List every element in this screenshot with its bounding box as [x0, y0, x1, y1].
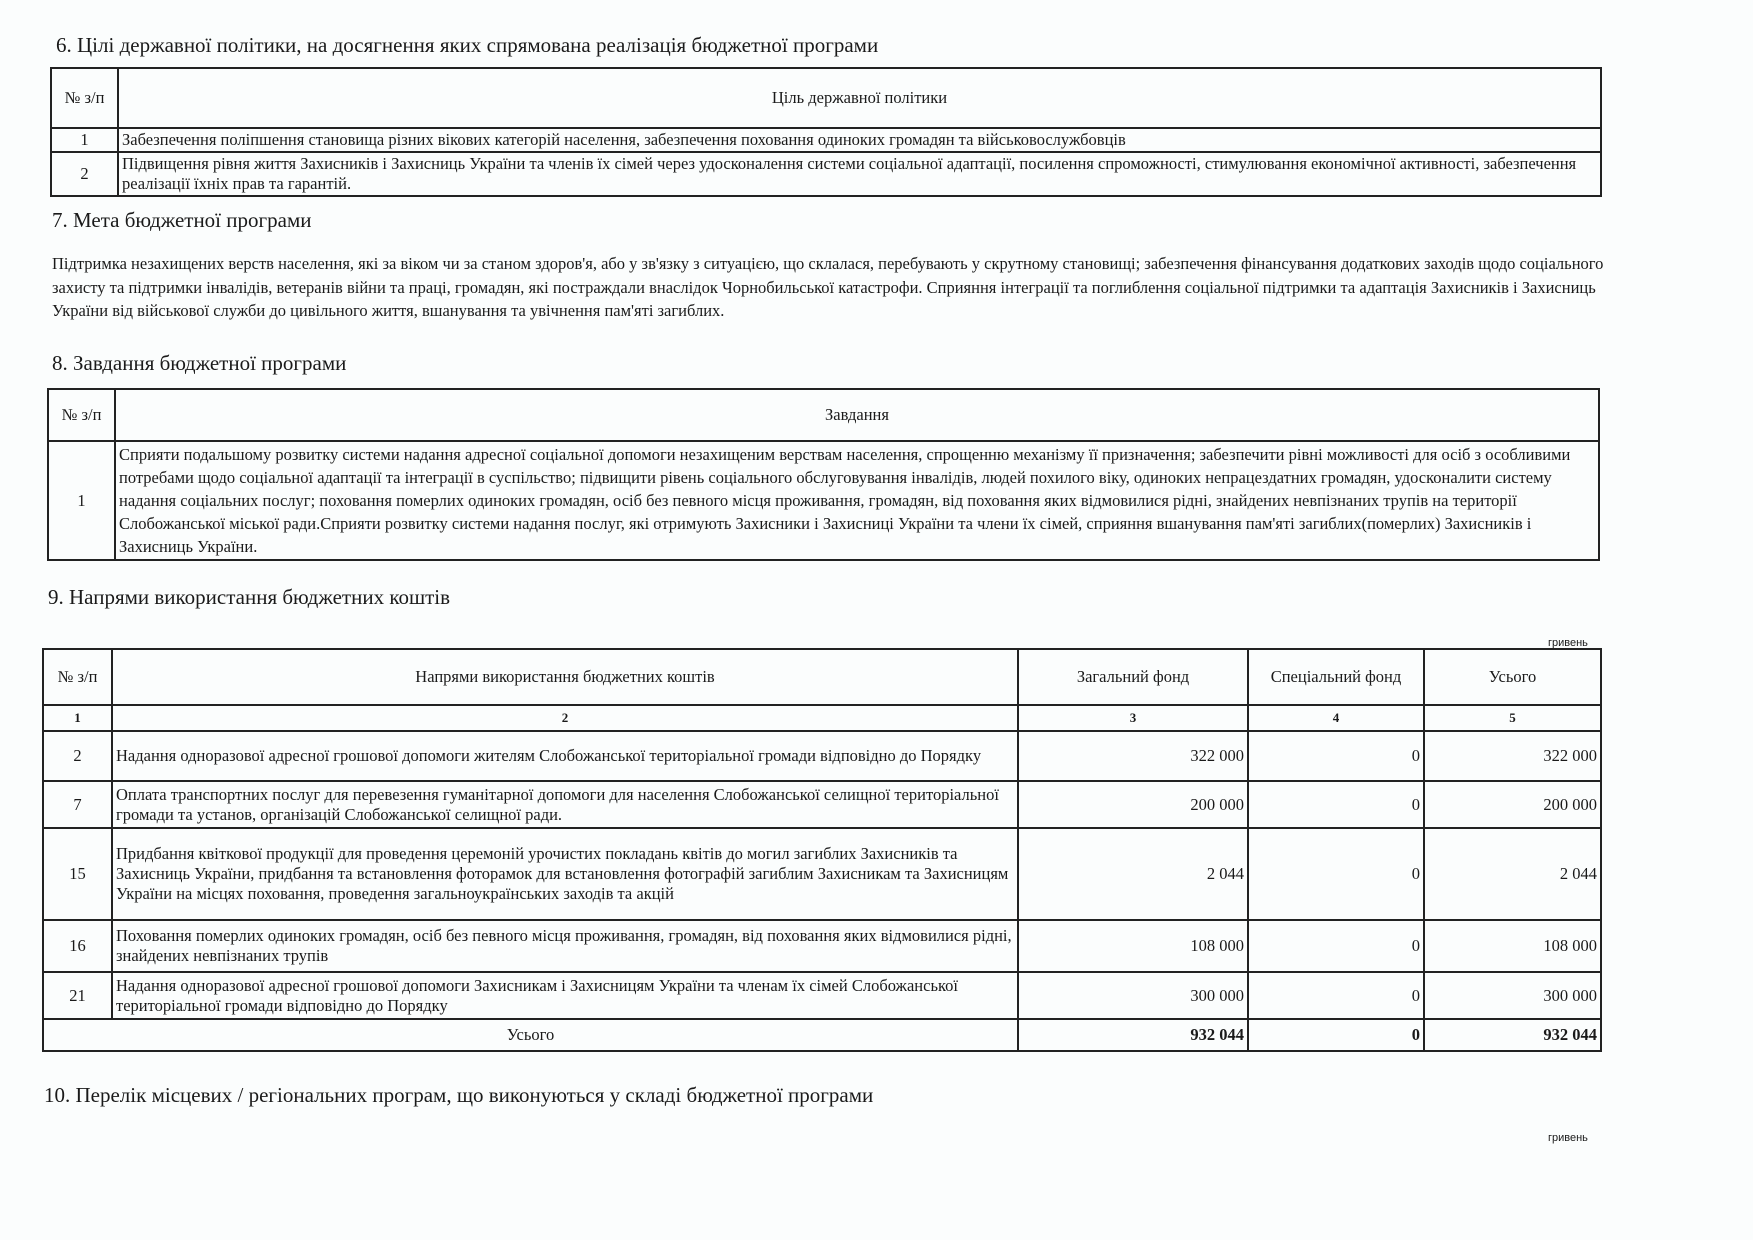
row-text: Надання одноразової адресної грошової допомоги Захисникам і Захисницям України та членам їх сімей Слобожанської територіальної громади відповідно до Порядку	[112, 972, 1018, 1019]
section-8-title: 8. Завдання бюджетної програми	[52, 351, 347, 375]
row-text: Придбання квіткової продукції для проведення церемоній урочистих покладань квітів до могил загиблих Захисників та Захисниць України, придбання та встановлення фоторамок для встановлення фотографій загиблим Захисникам та Захисницям України на місцях поховання, проведення загальноукраїнських заходів та акцій	[112, 828, 1018, 920]
total-value: 200 000	[1424, 781, 1601, 828]
table-row	[51, 128, 1601, 152]
general-fund-value: 322 000	[1018, 731, 1248, 781]
special-fund-total: 0	[1248, 1019, 1424, 1051]
header-number: № з/п	[51, 68, 118, 128]
table-row	[43, 972, 1601, 1019]
total-value: 108 000	[1424, 920, 1601, 972]
tasks-table	[47, 388, 1600, 561]
section-7-title: 7. Мета бюджетної програми	[52, 208, 312, 232]
row-number: 1	[48, 441, 115, 560]
general-fund-value: 200 000	[1018, 781, 1248, 828]
unit-label: гривень	[1548, 637, 1588, 649]
special-fund-value: 0	[1248, 781, 1424, 828]
special-fund-value: 0	[1248, 731, 1424, 781]
special-fund-value: 0	[1248, 972, 1424, 1019]
section-9-title: 9. Напрями використання бюджетних коштів	[48, 585, 451, 609]
table-row	[43, 781, 1601, 828]
special-fund-value: 0	[1248, 828, 1424, 920]
row-text: Оплата транспортних послуг для перевезення гуманітарної допомоги для населення Слобожанської селищної територіальної громади та установ, організацій Слобожанської селищної ради.	[112, 781, 1018, 828]
total-value: 2 044	[1424, 828, 1601, 920]
row-number: 15	[43, 828, 112, 920]
row-text: Надання одноразової адресної грошової допомоги жителям Слобожанської територіальної громади відповідно до Порядку	[112, 731, 1018, 781]
general-fund-value: 108 000	[1018, 920, 1248, 972]
col-number: 4	[1248, 705, 1424, 731]
total-row	[43, 1019, 1601, 1051]
general-fund-total: 932 044	[1018, 1019, 1248, 1051]
unit-label: гривень	[1548, 1132, 1588, 1144]
section-6-title: 6. Цілі державної політики, на досягнення яких спрямована реалізація бюджетної програми	[56, 33, 879, 57]
row-number: 21	[43, 972, 112, 1019]
row-text: Забезпечення поліпшення становища різних вікових категорій населення, забезпечення поховання одиноких громадян та військовослужбовців	[118, 128, 1601, 152]
column-numbers-row	[43, 705, 1601, 731]
row-text: Підвищення рівня життя Захисників і Захисниць України та членів їх сімей через удосконалення системи соціальної адаптації, посилення спроможності, стимулювання економічної активності, забезпечення реалізації їхніх прав та гарантій.	[118, 152, 1601, 196]
header-goal: Ціль державної політики	[118, 68, 1601, 128]
total-value: 322 000	[1424, 731, 1601, 781]
header-task: Завдання	[115, 389, 1599, 441]
total-label: Усього	[43, 1019, 1018, 1051]
header-number: № з/п	[48, 389, 115, 441]
row-text: Поховання померлих одиноких громадян, осіб без певного місця проживання, громадян, від поховання яких відмовилися рідні, знайдених невпізнаних трупів	[112, 920, 1018, 972]
general-fund-value: 300 000	[1018, 972, 1248, 1019]
table-row	[51, 152, 1601, 196]
col-number: 1	[43, 705, 112, 731]
header-general-fund: Загальний фонд	[1018, 649, 1248, 705]
special-fund-value: 0	[1248, 920, 1424, 972]
col-number: 2	[112, 705, 1018, 731]
header-number: № з/п	[43, 649, 112, 705]
col-number: 3	[1018, 705, 1248, 731]
total-value: 300 000	[1424, 972, 1601, 1019]
budget-directions-table	[42, 648, 1602, 1052]
row-number: 7	[43, 781, 112, 828]
row-text: Сприяти подальшому розвитку системи надання адресної соціальної допомоги незахищеним верствам населення, спрощенню механізму її призначення; забезпечити рівні можливості для осіб з особливими потребами щодо соціальної адаптації та інтеграції в суспільство; підвищити рівень соціального обслуговування інвалідів, людей похилого віку, одиноких непрацездатних громадян, удосконалити систему надання соціальних послуг; поховання померлих одиноких громадян, осіб без певного місця проживання, громадян, від поховання яких відмовилися рідні, знайдених невпізнаних трупів на території Слобожанської міської ради.Сприяти розвитку системи надання послуг, які отримують Захисники і Захисниці України та члени їх сімей, сприяння вшанування пам'яті загиблих(померлих) Захисників і Захисниць України.	[115, 441, 1599, 560]
program-goal-text: Підтримка незахищених верств населення, які за віком чи за станом здоров'я, або у зв'язку з ситуацією, що склалася, перебувають у скрутному становищі; забезпечення фінансування додаткових заходів щодо соціального захисту та підтримки інвалідів, ветеранів війни та праці, громадян, які постраждали внаслідок Чорнобильської катастрофи. Сприяння інтеграції та поглиблення соціальної підтримки та адаптація Захисників і Захисниць України від військової служби до цивільного життя, вшанування та увічнення пам'яті загиблих.	[52, 254, 1604, 320]
table-row	[48, 441, 1599, 560]
policy-goals-table	[50, 67, 1602, 197]
row-number: 2	[43, 731, 112, 781]
table-row	[43, 828, 1601, 920]
table-row	[43, 920, 1601, 972]
header-total: Усього	[1424, 649, 1601, 705]
row-number: 16	[43, 920, 112, 972]
row-number: 1	[51, 128, 118, 152]
general-fund-value: 2 044	[1018, 828, 1248, 920]
section-10-title: 10. Перелік місцевих / регіональних програм, що виконуються у складі бюджетної програми	[44, 1083, 874, 1107]
grand-total: 932 044	[1424, 1019, 1601, 1051]
header-direction: Напрями використання бюджетних коштів	[112, 649, 1018, 705]
table-row	[43, 731, 1601, 781]
row-number: 2	[51, 152, 118, 196]
col-number: 5	[1424, 705, 1601, 731]
header-special-fund: Спеціальний фонд	[1248, 649, 1424, 705]
